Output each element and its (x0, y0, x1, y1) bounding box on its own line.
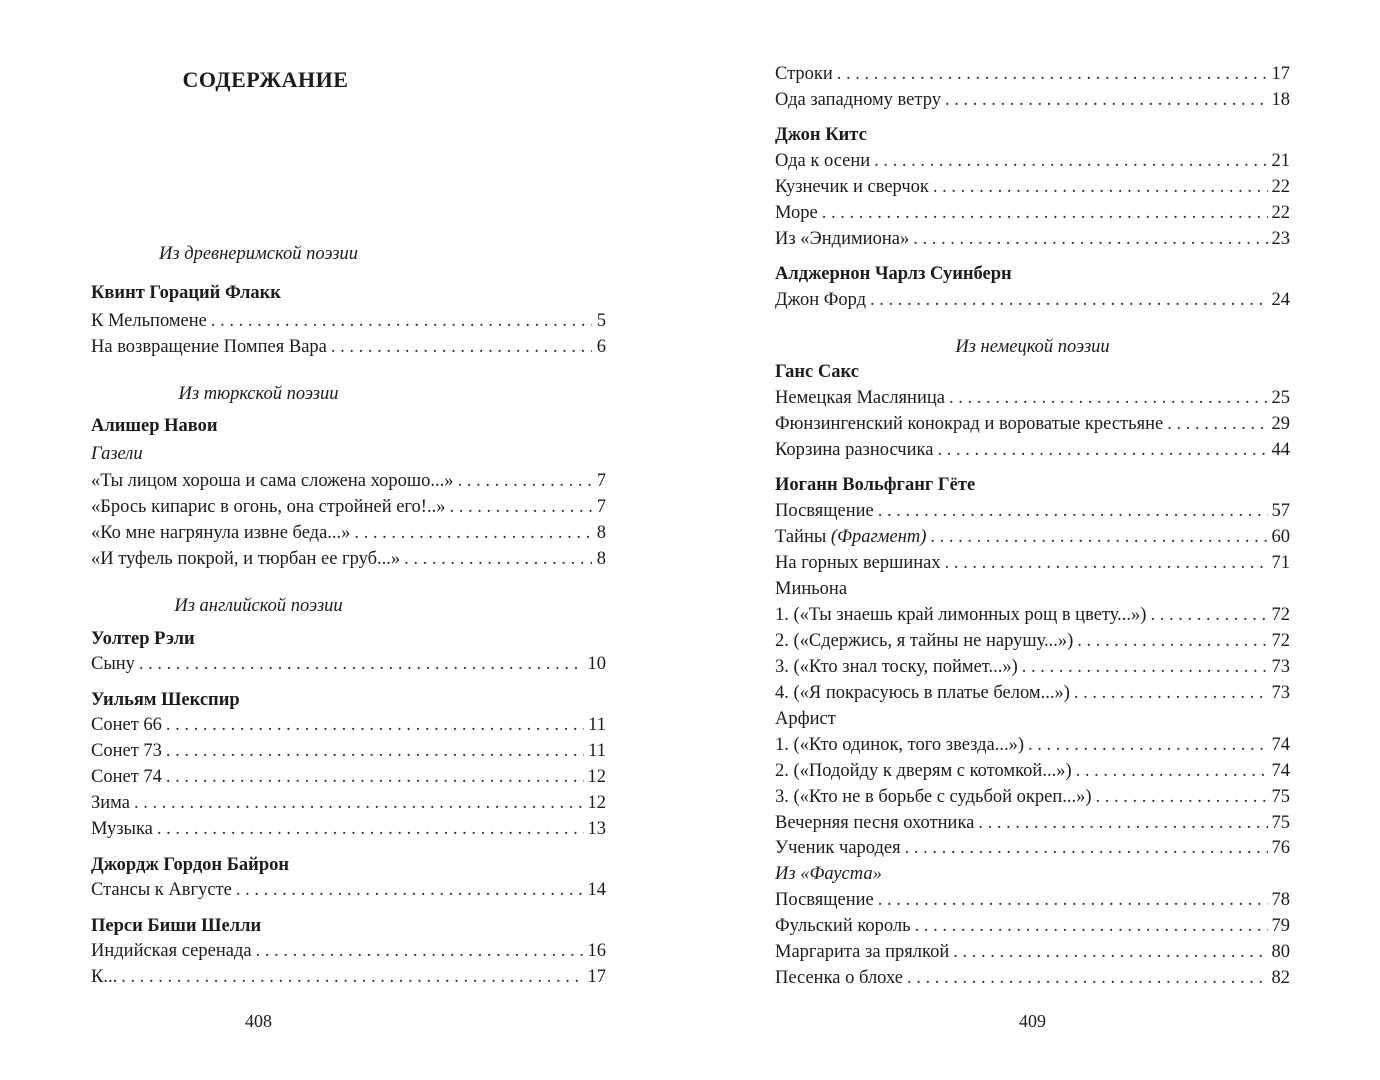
toc-page-number: 44 (1271, 440, 1290, 460)
toc-entry (775, 759, 1290, 783)
toc-entry (775, 785, 1290, 809)
toc-entry-title: Сонет 73 (91, 741, 162, 761)
toc-entry (91, 309, 606, 333)
toc-entry (91, 469, 606, 493)
toc-page-number: 14 (587, 880, 606, 900)
author-name: Уильям Шекспир (91, 690, 240, 710)
dot-leader (1022, 655, 1268, 679)
toc-page-number: 5 (596, 311, 606, 331)
toc-entry-title: Строки (775, 64, 833, 84)
dot-leader (1074, 681, 1268, 705)
page-number-right: 409 (1019, 1011, 1046, 1031)
toc-entry (775, 733, 1290, 757)
subheading: Газели (91, 444, 143, 464)
toc-entry-title: Вечерняя песня охотника (775, 813, 975, 833)
toc-entry-title: 4. («Я покрасуюсь в платье белом...») (775, 683, 1070, 703)
toc-entry-title: «Брось кипарис в огонь, она стройней его!..» (91, 497, 446, 517)
toc-entry-title: Посвящение (775, 501, 874, 521)
dot-leader (1150, 603, 1267, 627)
toc-entry-title: 3. («Кто знал тоску, поймет...») (775, 657, 1018, 677)
dot-leader (404, 547, 592, 571)
toc-entry-title: Кузнечик и сверчок (775, 177, 929, 197)
dot-leader (878, 888, 1268, 912)
toc-entry (775, 438, 1290, 462)
toc-entry (775, 62, 1290, 86)
toc-entry-title: Фюнзингенский конокрад и вороватые крестьяне (775, 414, 1164, 434)
toc-entry-title: Сонет 66 (91, 715, 162, 735)
toc-entry (91, 878, 606, 902)
toc-page-number: 73 (1271, 683, 1290, 703)
toc-page-number: 11 (588, 715, 606, 735)
toc-page-number: 60 (1271, 527, 1290, 547)
toc-page-number: 29 (1271, 414, 1290, 434)
toc-entry (91, 791, 606, 815)
toc-entry-title: Ода к осени (775, 151, 871, 171)
toc-entry-title: Ученик чародея (775, 838, 901, 858)
author-name: Алишер Навои (91, 416, 218, 436)
toc-entry (775, 499, 1290, 523)
toc-entry-title: «И туфель покрой, и тюрбан ее груб...» (91, 549, 401, 569)
dot-leader (978, 811, 1267, 835)
toc-entry (775, 811, 1290, 835)
toc-entry-note: (Фрагмент) (830, 527, 927, 547)
cycle-title: Миньона (775, 579, 848, 599)
toc-page-number: 16 (587, 941, 606, 961)
section-heading: Из немецкой поэзии (955, 337, 1110, 357)
toc-entry-title: Ода западному ветру (775, 90, 941, 110)
dot-leader (121, 965, 583, 989)
dot-leader (458, 469, 592, 493)
dot-leader (874, 149, 1267, 173)
toc-page-number: 25 (1271, 388, 1290, 408)
toc-page-number: 78 (1271, 890, 1290, 910)
toc-entry-title: К... (91, 967, 118, 987)
toc-page-number: 10 (587, 654, 606, 674)
toc-entry (775, 288, 1290, 312)
toc-entry (775, 914, 1290, 938)
dot-leader (930, 525, 1267, 549)
toc-entry-title: На горных вершинах (775, 553, 941, 573)
toc-entry-title: Немецкая Масляница (775, 388, 945, 408)
toc-page-number: 74 (1271, 761, 1290, 781)
author-name: Джордж Гордон Байрон (91, 855, 290, 875)
toc-page-number: 24 (1271, 290, 1290, 310)
toc-entry (775, 629, 1290, 653)
dot-leader (449, 495, 592, 519)
toc-entry-title: Джон Форд (775, 290, 867, 310)
toc-entry (775, 149, 1290, 173)
toc-page-number: 71 (1271, 553, 1290, 573)
toc-entry (775, 681, 1290, 705)
dot-leader (139, 652, 584, 676)
toc-page-number: 12 (587, 767, 606, 787)
dot-leader (913, 227, 1267, 251)
toc-entry (775, 412, 1290, 436)
toc-entry-title: Корзина разносчика (775, 440, 934, 460)
toc-entry-title: Песенка о блохе (775, 968, 903, 988)
toc-page-number: 75 (1271, 813, 1290, 833)
toc-entry-title: 1. («Кто одинок, того звезда...») (775, 735, 1025, 755)
toc-entry (775, 966, 1290, 990)
dot-leader (1076, 759, 1268, 783)
toc-entry (91, 335, 606, 359)
toc-page-number: 17 (1271, 64, 1290, 84)
subheading: Из «Фауста» (775, 864, 882, 884)
toc-entry (775, 386, 1290, 410)
toc-entry (775, 227, 1290, 251)
toc-entry (775, 201, 1290, 225)
toc-entry-title: Музыка (91, 819, 153, 839)
toc-entry (91, 495, 606, 519)
toc-page-number: 11 (588, 741, 606, 761)
dot-leader (331, 335, 592, 359)
toc-entry-title: 1. («Ты знаешь край лимонных рощ в цвету...») (775, 605, 1147, 625)
dot-leader (837, 62, 1268, 86)
left-page (91, 0, 606, 1080)
toc-entry-title: Сыну (91, 654, 135, 674)
toc-page-number: 76 (1271, 838, 1290, 858)
contents-title: СОДЕРЖАНИЕ (182, 67, 349, 92)
dot-leader (166, 765, 584, 789)
toc-entry-title: «Ты лицом хороша и сама сложена хорошо...» (91, 471, 454, 491)
author-name: Уолтер Рэли (91, 629, 195, 649)
toc-page-number: 75 (1271, 787, 1290, 807)
dot-leader (870, 288, 1267, 312)
toc-page-number: 74 (1271, 735, 1290, 755)
toc-entry (775, 888, 1290, 912)
toc-entry-title: Маргарита за прялкой (775, 942, 950, 962)
dot-leader (878, 499, 1268, 523)
toc-entry-title: Сонет 74 (91, 767, 162, 787)
toc-entry-title: Фульский король (775, 916, 911, 936)
toc-entry-title: Море (775, 203, 818, 223)
toc-entry-title: 3. («Кто не в борьбе с судьбой окреп...») (775, 787, 1092, 807)
toc-page-number: 23 (1271, 229, 1290, 249)
dot-leader (933, 175, 1268, 199)
toc-page-number: 22 (1271, 177, 1290, 197)
toc-page-number: 8 (596, 523, 606, 543)
toc-page-number: 79 (1271, 916, 1290, 936)
author-name: Квинт Гораций Флакк (91, 283, 281, 303)
toc-page-number: 8 (596, 549, 606, 569)
toc-entry (91, 652, 606, 676)
dot-leader (949, 386, 1268, 410)
toc-entry-title: На возвращение Помпея Вара (91, 337, 327, 357)
author-name: Алджернон Чарлз Суинберн (775, 264, 1012, 284)
author-name: Перси Биши Шелли (91, 916, 262, 936)
dot-leader (1167, 412, 1267, 436)
toc-page-number: 7 (596, 471, 606, 491)
toc-entry (91, 521, 606, 545)
dot-leader (1028, 733, 1267, 757)
toc-page-number: 17 (587, 967, 606, 987)
toc-entry (775, 836, 1290, 860)
section-heading: Из тюркской поэзии (178, 384, 339, 404)
page-number-left: 408 (245, 1011, 272, 1031)
dot-leader (134, 791, 584, 815)
toc-page-number: 57 (1271, 501, 1290, 521)
toc-entry-title: Стансы к Августе (91, 880, 232, 900)
toc-entry-title: 2. («Сдержись, я тайны не нарушу...») (775, 631, 1074, 651)
toc-entry (91, 965, 606, 989)
dot-leader (354, 521, 592, 545)
toc-entry-title: Тайны (Фрагмент) (775, 527, 927, 547)
toc-entry-title: «Ко мне нагрянула извне беда...» (91, 523, 351, 543)
toc-page-number: 72 (1271, 605, 1290, 625)
toc-entry (775, 940, 1290, 964)
dot-leader (915, 914, 1268, 938)
author-name: Джон Китс (775, 125, 867, 145)
toc-page-number: 7 (596, 497, 606, 517)
toc-entry-title: Зима (91, 793, 130, 813)
dot-leader (822, 201, 1268, 225)
right-page (775, 0, 1290, 1080)
toc-page-number: 6 (596, 337, 606, 357)
toc-entry (91, 765, 606, 789)
dot-leader (945, 88, 1268, 112)
toc-page-number: 73 (1271, 657, 1290, 677)
toc-entry-title: Посвящение (775, 890, 874, 910)
author-name: Ганс Сакс (775, 362, 859, 382)
toc-entry (775, 175, 1290, 199)
dot-leader (1077, 629, 1267, 653)
toc-page-number: 12 (587, 793, 606, 813)
dot-leader (905, 836, 1268, 860)
section-heading: Из древнеримской поэзии (159, 244, 358, 264)
toc-page-number: 18 (1271, 90, 1290, 110)
toc-entry (91, 739, 606, 763)
dot-leader (256, 939, 584, 963)
toc-entry (91, 547, 606, 571)
toc-entry (91, 817, 606, 841)
toc-page-number: 21 (1271, 151, 1290, 171)
toc-entry (91, 713, 606, 737)
dot-leader (1096, 785, 1268, 809)
toc-entry-title: Индийская серенада (91, 941, 252, 961)
dot-leader (166, 713, 584, 737)
dot-leader (236, 878, 584, 902)
toc-entry (775, 551, 1290, 575)
toc-entry-title: 2. («Подойду к дверям с котомкой...») (775, 761, 1072, 781)
dot-leader (945, 551, 1268, 575)
toc-entry (775, 525, 1290, 549)
toc-page-number: 72 (1271, 631, 1290, 651)
toc-entry-title: К Мельпомене (91, 311, 207, 331)
cycle-title: Арфист (775, 709, 836, 729)
dot-leader (907, 966, 1268, 990)
toc-page-number: 80 (1271, 942, 1290, 962)
toc-entry (775, 655, 1290, 679)
author-name: Иоганн Вольфганг Гёте (775, 475, 976, 495)
dot-leader (953, 940, 1267, 964)
section-heading: Из английской поэзии (174, 596, 343, 616)
dot-leader (211, 309, 592, 333)
toc-entry (775, 603, 1290, 627)
toc-page-number: 13 (587, 819, 606, 839)
dot-leader (937, 438, 1267, 462)
toc-entry (775, 88, 1290, 112)
dot-leader (157, 817, 584, 841)
toc-entry (91, 939, 606, 963)
toc-page-number: 22 (1271, 203, 1290, 223)
toc-page-number: 82 (1271, 968, 1290, 988)
dot-leader (166, 739, 584, 763)
toc-entry-title: Из «Эндимиона» (775, 229, 910, 249)
